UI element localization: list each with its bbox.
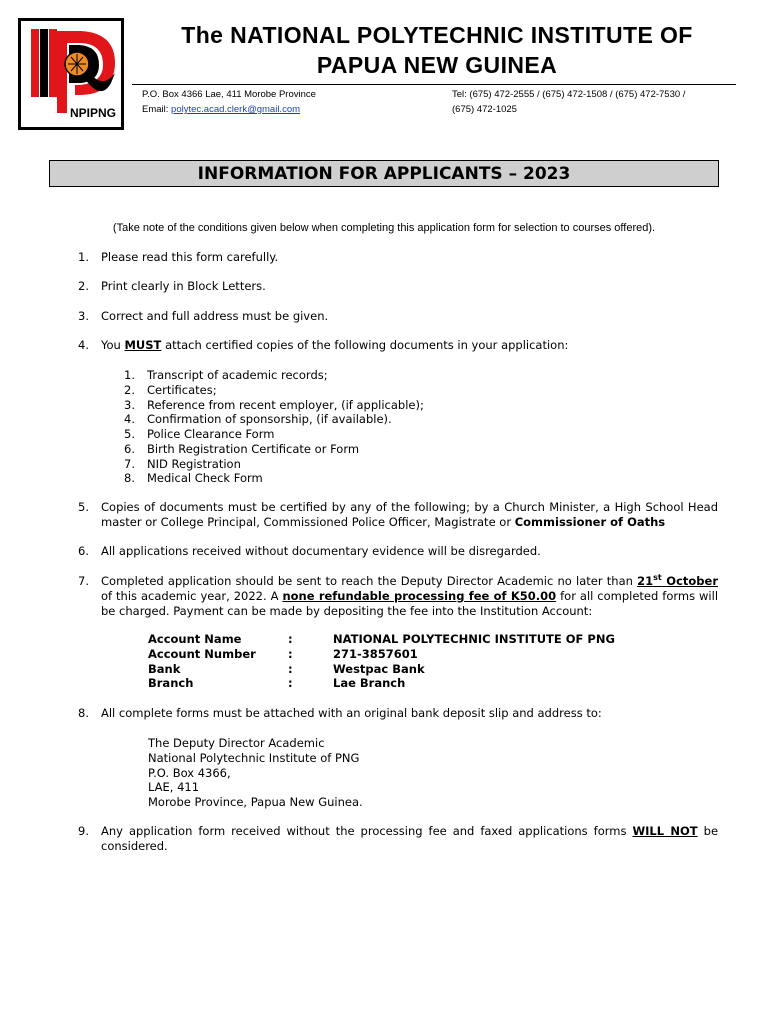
item-text [101,338,718,353]
item-number: 7. [78,574,89,588]
address-line: LAE, 411 [148,780,200,795]
page-title: INFORMATION FOR APPLICANTS – 2023 [49,160,719,187]
institute-logo [18,18,124,130]
document-label: Reference from recent employer, (if applicable); [147,397,424,412]
account-value: 271-3857601 [333,646,418,661]
deadline-day: 21 [637,574,654,588]
address-line: P.O. Box 4366, [148,765,231,780]
list-item [78,338,718,353]
list-item [78,279,718,294]
account-separator: : [288,632,293,646]
item-text [101,574,718,619]
item-text-part: be considered. [101,824,719,853]
item-text: Print clearly in Block Letters. [101,279,266,293]
institution-name [132,20,742,80]
document-label: Medical Check Form [147,471,263,486]
document-item [124,412,624,427]
list-item [78,824,718,854]
item-number: 3. [78,309,89,323]
item-text-part: Completed application should be sent to reach the Deputy Director Academic no later than [101,574,633,588]
address-line: Morobe Province, Papua New Guinea. [148,795,363,810]
item-text-part: Copies of documents must be certified by any of the following; by a Church Minister, a High School Head master or College Principal, Commissioned Police Officer, Magistrate or [101,500,718,529]
logo-text: NPIPNG [69,106,117,120]
list-item [78,544,718,559]
document-number: 5. [124,427,135,441]
document-item [124,368,624,383]
deadline-date [637,574,718,588]
mailing-address [148,736,363,810]
document-item [124,457,624,472]
address-line: National Polytechnic Institute of PNG [148,750,360,765]
institution-name-line1: The NATIONAL POLYTECHNIC INSTITUTE OF [181,22,693,48]
list-item [78,309,718,324]
item-number: 2. [78,279,89,293]
item-text: All applications received without documentary evidence will be disregarded. [101,544,541,558]
processing-fee: none refundable processing fee of K50.00 [282,589,557,603]
list-item [78,574,718,619]
document-label: Confirmation of sponsorship, (if available). [147,412,392,427]
emphasis-commissioner: Commissioner of Oaths [514,515,666,529]
email-link[interactable]: polytec.acad.clerk@gmail.com [171,104,301,115]
document-label: NID Registration [147,456,241,471]
item-number: 6. [78,544,89,558]
item-text-part: Any application form received without the processing fee and faxed applications forms [101,824,627,838]
item-number: 8. [78,706,89,720]
document-item [124,442,624,457]
item-text [101,824,718,854]
item-text-part: for all completed forms will be charged. Payment can be made by depositing the fee into the Institution Account: [101,589,719,618]
deadline-month: October [666,574,718,588]
documents-list [124,368,624,486]
account-value: Lae Branch [333,676,406,691]
document-number: 4. [124,412,135,427]
header-divider [132,84,736,85]
document-number: 8. [124,471,135,486]
postal-address: P.O. Box 4366 Lae, 411 Morobe Province [142,89,316,100]
item-text: Please read this form carefully. [101,250,279,264]
telephone-line2: (675) 472-1025 [452,104,517,115]
document-label: Certificates; [147,382,217,397]
document-item [124,383,624,398]
item-text-part: You [101,338,121,352]
item-text-part: attach certified copies of the following documents in your application: [165,338,569,352]
email-line [142,104,300,116]
item-number: 1. [78,250,89,264]
address-line: The Deputy Director Academic [148,736,325,750]
item-text-part: of this academic year, 2022. A [101,589,279,603]
account-label: Account Name [148,632,242,646]
document-item [124,471,624,486]
list-item [78,250,718,265]
document-label: Police Clearance Form [147,427,275,441]
telephone-line1: Tel: (675) 472-2555 / (675) 472-1508 / (675) 472-7530 / [452,89,686,100]
instruction-note: (Take note of the conditions given below when completing this application form for selection to courses offered). [112,222,656,234]
item-number: 9. [78,824,89,838]
institution-name-line2: PAPUA NEW GUINEA [316,52,558,78]
account-label: Account Number [148,646,256,661]
item-number: 4. [78,338,89,352]
list-item [78,706,718,721]
document-label: Birth Registration Certificate or Form [147,441,360,456]
item-text: Correct and full address must be given. [101,309,329,323]
account-value: NATIONAL POLYTECHNIC INSTITUTE OF PNG [333,632,615,646]
document-item [124,398,624,413]
emphasis-must: MUST [124,338,162,352]
document-number: 6. [124,441,135,456]
document-label: Transcript of academic records; [147,368,328,382]
emphasis-will-not: WILL NOT [632,824,698,838]
account-value: Westpac Bank [333,661,425,676]
document-number: 3. [124,397,135,412]
deadline-suffix: st [653,573,662,583]
item-number: 5. [78,500,89,514]
logo-emblem [21,21,121,127]
account-separator: : [288,676,293,691]
document-number: 7. [124,456,135,471]
account-separator: : [288,646,293,661]
item-text: All complete forms must be attached with an original bank deposit slip and address to: [101,706,602,720]
account-separator: : [288,661,293,676]
list-item [78,500,718,530]
account-label: Bank [148,661,181,676]
item-text [101,500,718,530]
document-number: 1. [124,368,135,382]
account-label: Branch [148,676,194,691]
document-number: 2. [124,382,135,397]
document-item [124,427,624,442]
email-label: Email: [142,104,169,115]
